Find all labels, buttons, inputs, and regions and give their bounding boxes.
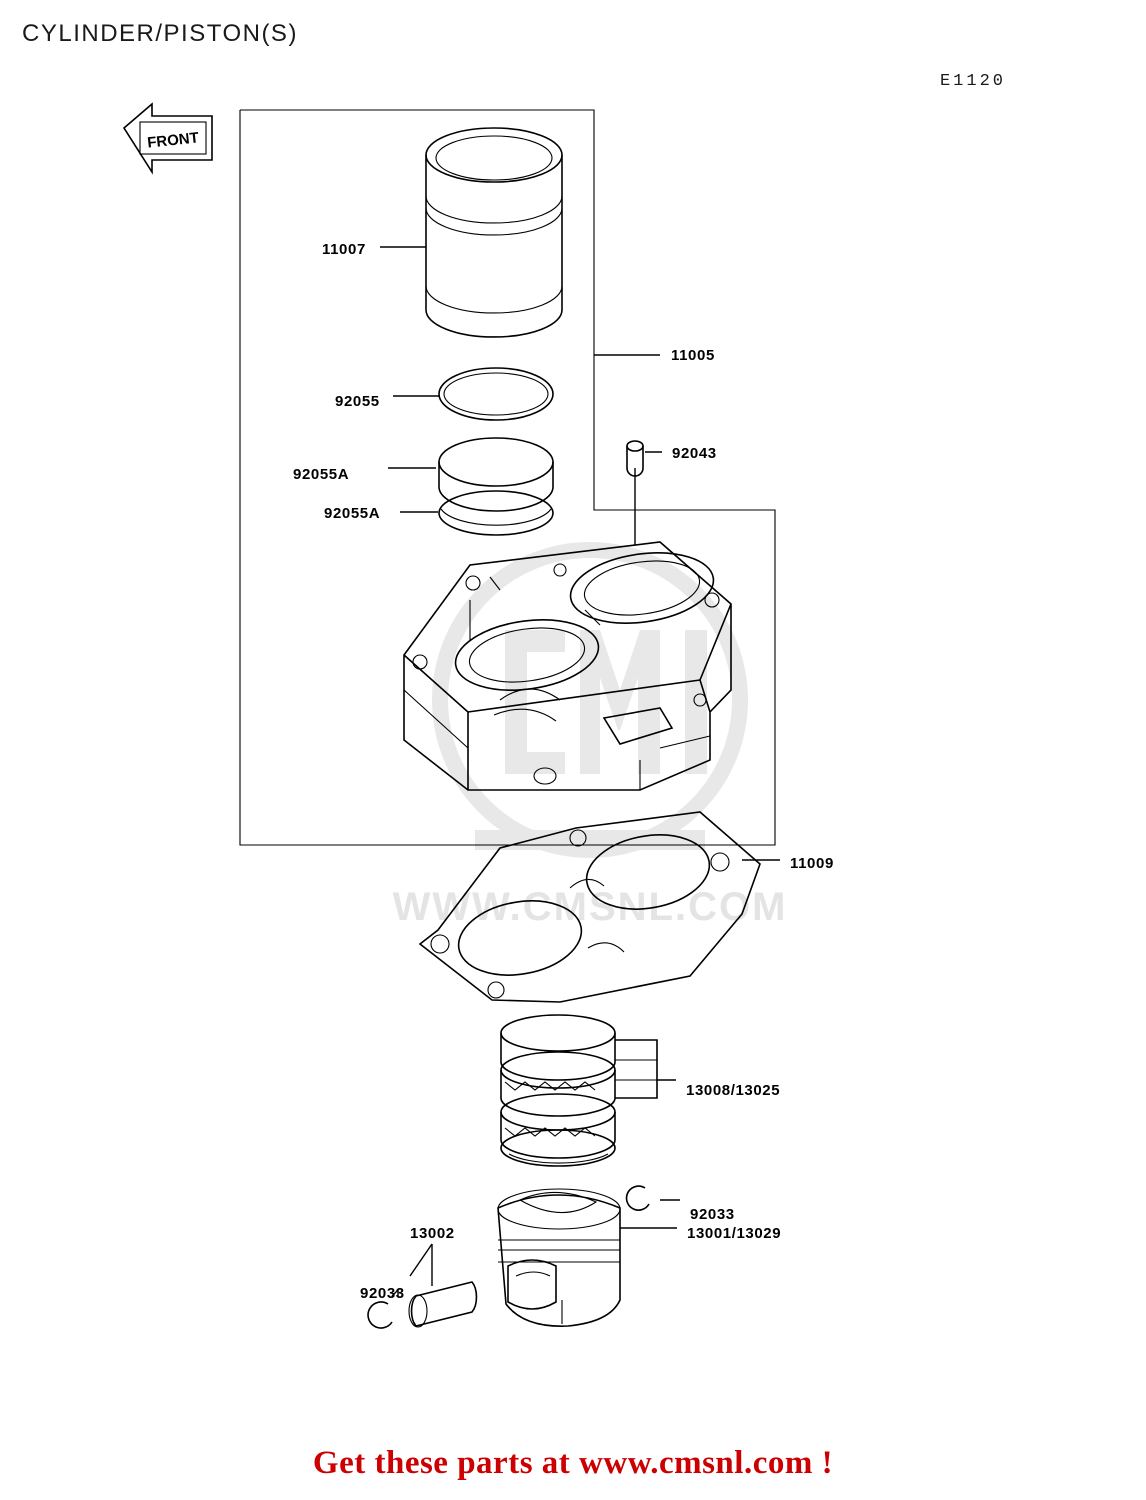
footer-promo-text: Get these parts at www.cmsnl.com ! [312, 1445, 834, 1481]
label-92055a-1: 92055A [293, 466, 350, 483]
label-92033-bottom: 92033 [360, 1285, 405, 1302]
label-92043: 92043 [672, 445, 717, 462]
svg-text:FRONT: FRONT [146, 129, 200, 152]
part-92055a-rings [388, 438, 553, 535]
part-13002-piston-pin [409, 1244, 476, 1327]
label-92055a-2: 92055A [324, 505, 381, 522]
figure-code: E1120 [939, 72, 1006, 91]
part-92055-o-ring [393, 368, 553, 420]
part-13008-13025-piston-rings [501, 1015, 676, 1166]
label-11009: 11009 [790, 855, 834, 872]
label-13002: 13002 [410, 1225, 455, 1242]
watermark-text: WWW.CMSNL.COM [392, 885, 788, 929]
label-11005: 11005 [671, 347, 715, 364]
page-title: CYLINDER/PISTON(S) [22, 20, 298, 47]
label-11007: 11007 [322, 241, 366, 258]
front-arrow-icon [124, 104, 212, 172]
part-cylinder-block [404, 542, 731, 790]
part-11007-cylinder-sleeve [380, 128, 562, 337]
label-13008-13025: 13008/13025 [686, 1082, 781, 1099]
part-92043-dowel-pin [627, 441, 662, 545]
label-92055: 92055 [335, 393, 380, 410]
part-11009-gasket [420, 812, 780, 1002]
part-13001-13029-piston [498, 1186, 680, 1326]
label-13001-13029: 13001/13029 [687, 1225, 782, 1242]
label-92033-top: 92033 [690, 1206, 735, 1223]
